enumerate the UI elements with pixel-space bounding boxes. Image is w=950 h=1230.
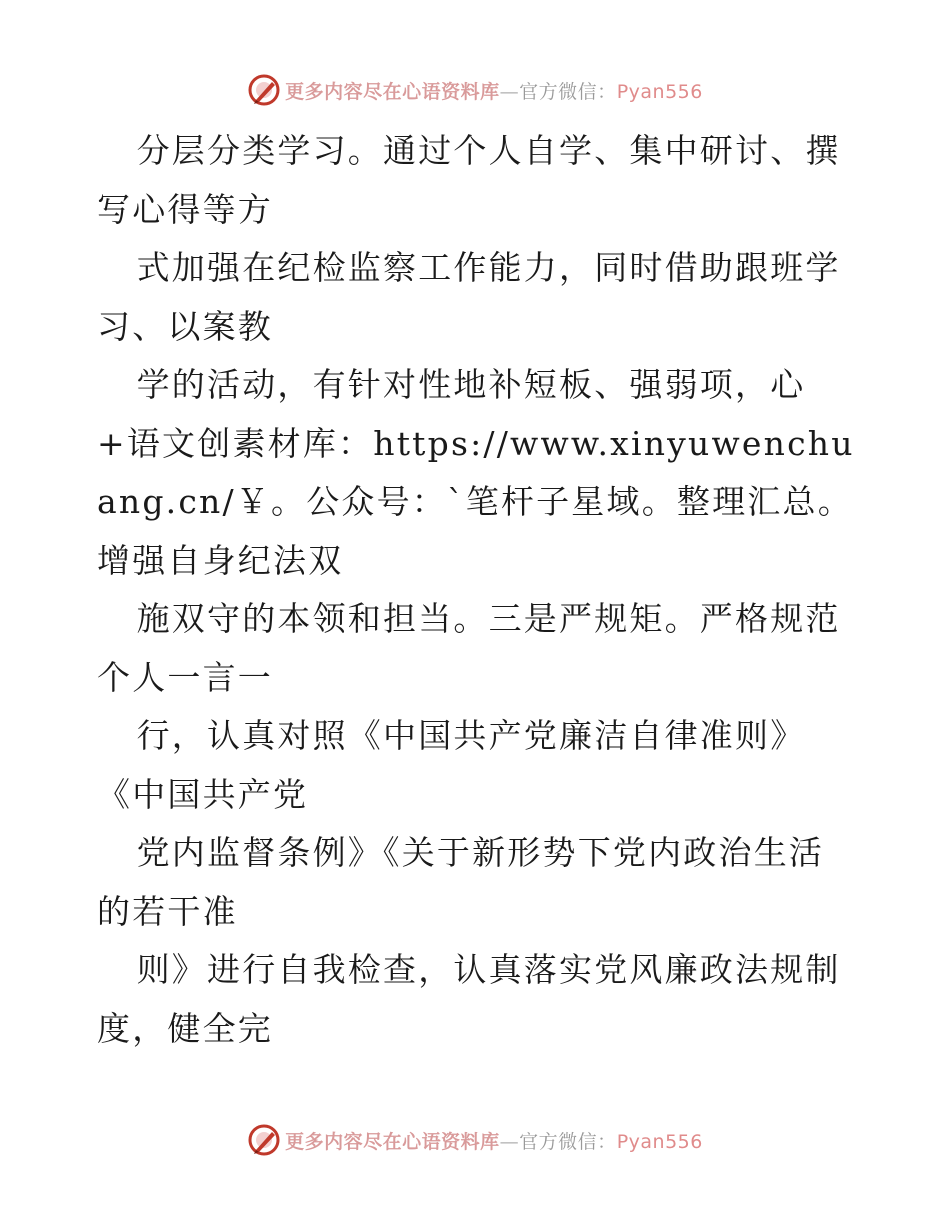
paragraph: 行，认真对照《中国共产党廉洁自律准则》《中国共产党 (97, 716, 806, 814)
document-body (97, 122, 857, 1058)
header-banner-title: 更多内容尽在心语资料库 (285, 80, 500, 103)
paragraph: 分层分类学习。通过个人自学、集中研讨、撰写心得等方 (97, 131, 841, 229)
footer-wechat-id: Pyan556 (616, 1130, 703, 1153)
header-banner (0, 70, 950, 110)
footer-banner-dash: — (499, 1130, 520, 1153)
footer-banner (0, 1120, 950, 1160)
pen-logo-icon (247, 73, 281, 107)
paragraph: 党内监督条例》《关于新形势下党内政治生活的若干准 (97, 833, 825, 931)
footer-banner-inner (247, 1123, 703, 1157)
header-wechat-label: 官方微信： (519, 80, 617, 103)
footer-wechat-label: 官方微信： (519, 1130, 617, 1153)
header-banner-text (285, 77, 703, 104)
header-banner-inner (247, 73, 703, 107)
pen-logo-icon (247, 1123, 281, 1157)
paragraph: 学的活动，有针对性地补短板、强弱项，心+语文创素材库：https://www.xinyuwenchuang.cn/￥。公众号：`笔杆子星域。整理汇总。增强自身纪法双 (97, 365, 855, 580)
paragraph: 施双守的本领和担当。三是严规矩。严格规范个人一言一 (97, 599, 841, 697)
header-banner-dash: — (499, 80, 520, 103)
header-wechat-id: Pyan556 (616, 80, 703, 103)
footer-banner-title: 更多内容尽在心语资料库 (285, 1130, 500, 1153)
footer-banner-text (285, 1127, 703, 1154)
paragraph: 式加强在纪检监察工作能力，同时借助跟班学习、以案教 (97, 248, 841, 346)
paragraph: 则》进行自我检查，认真落实党风廉政法规制度，健全完 (97, 950, 841, 1048)
